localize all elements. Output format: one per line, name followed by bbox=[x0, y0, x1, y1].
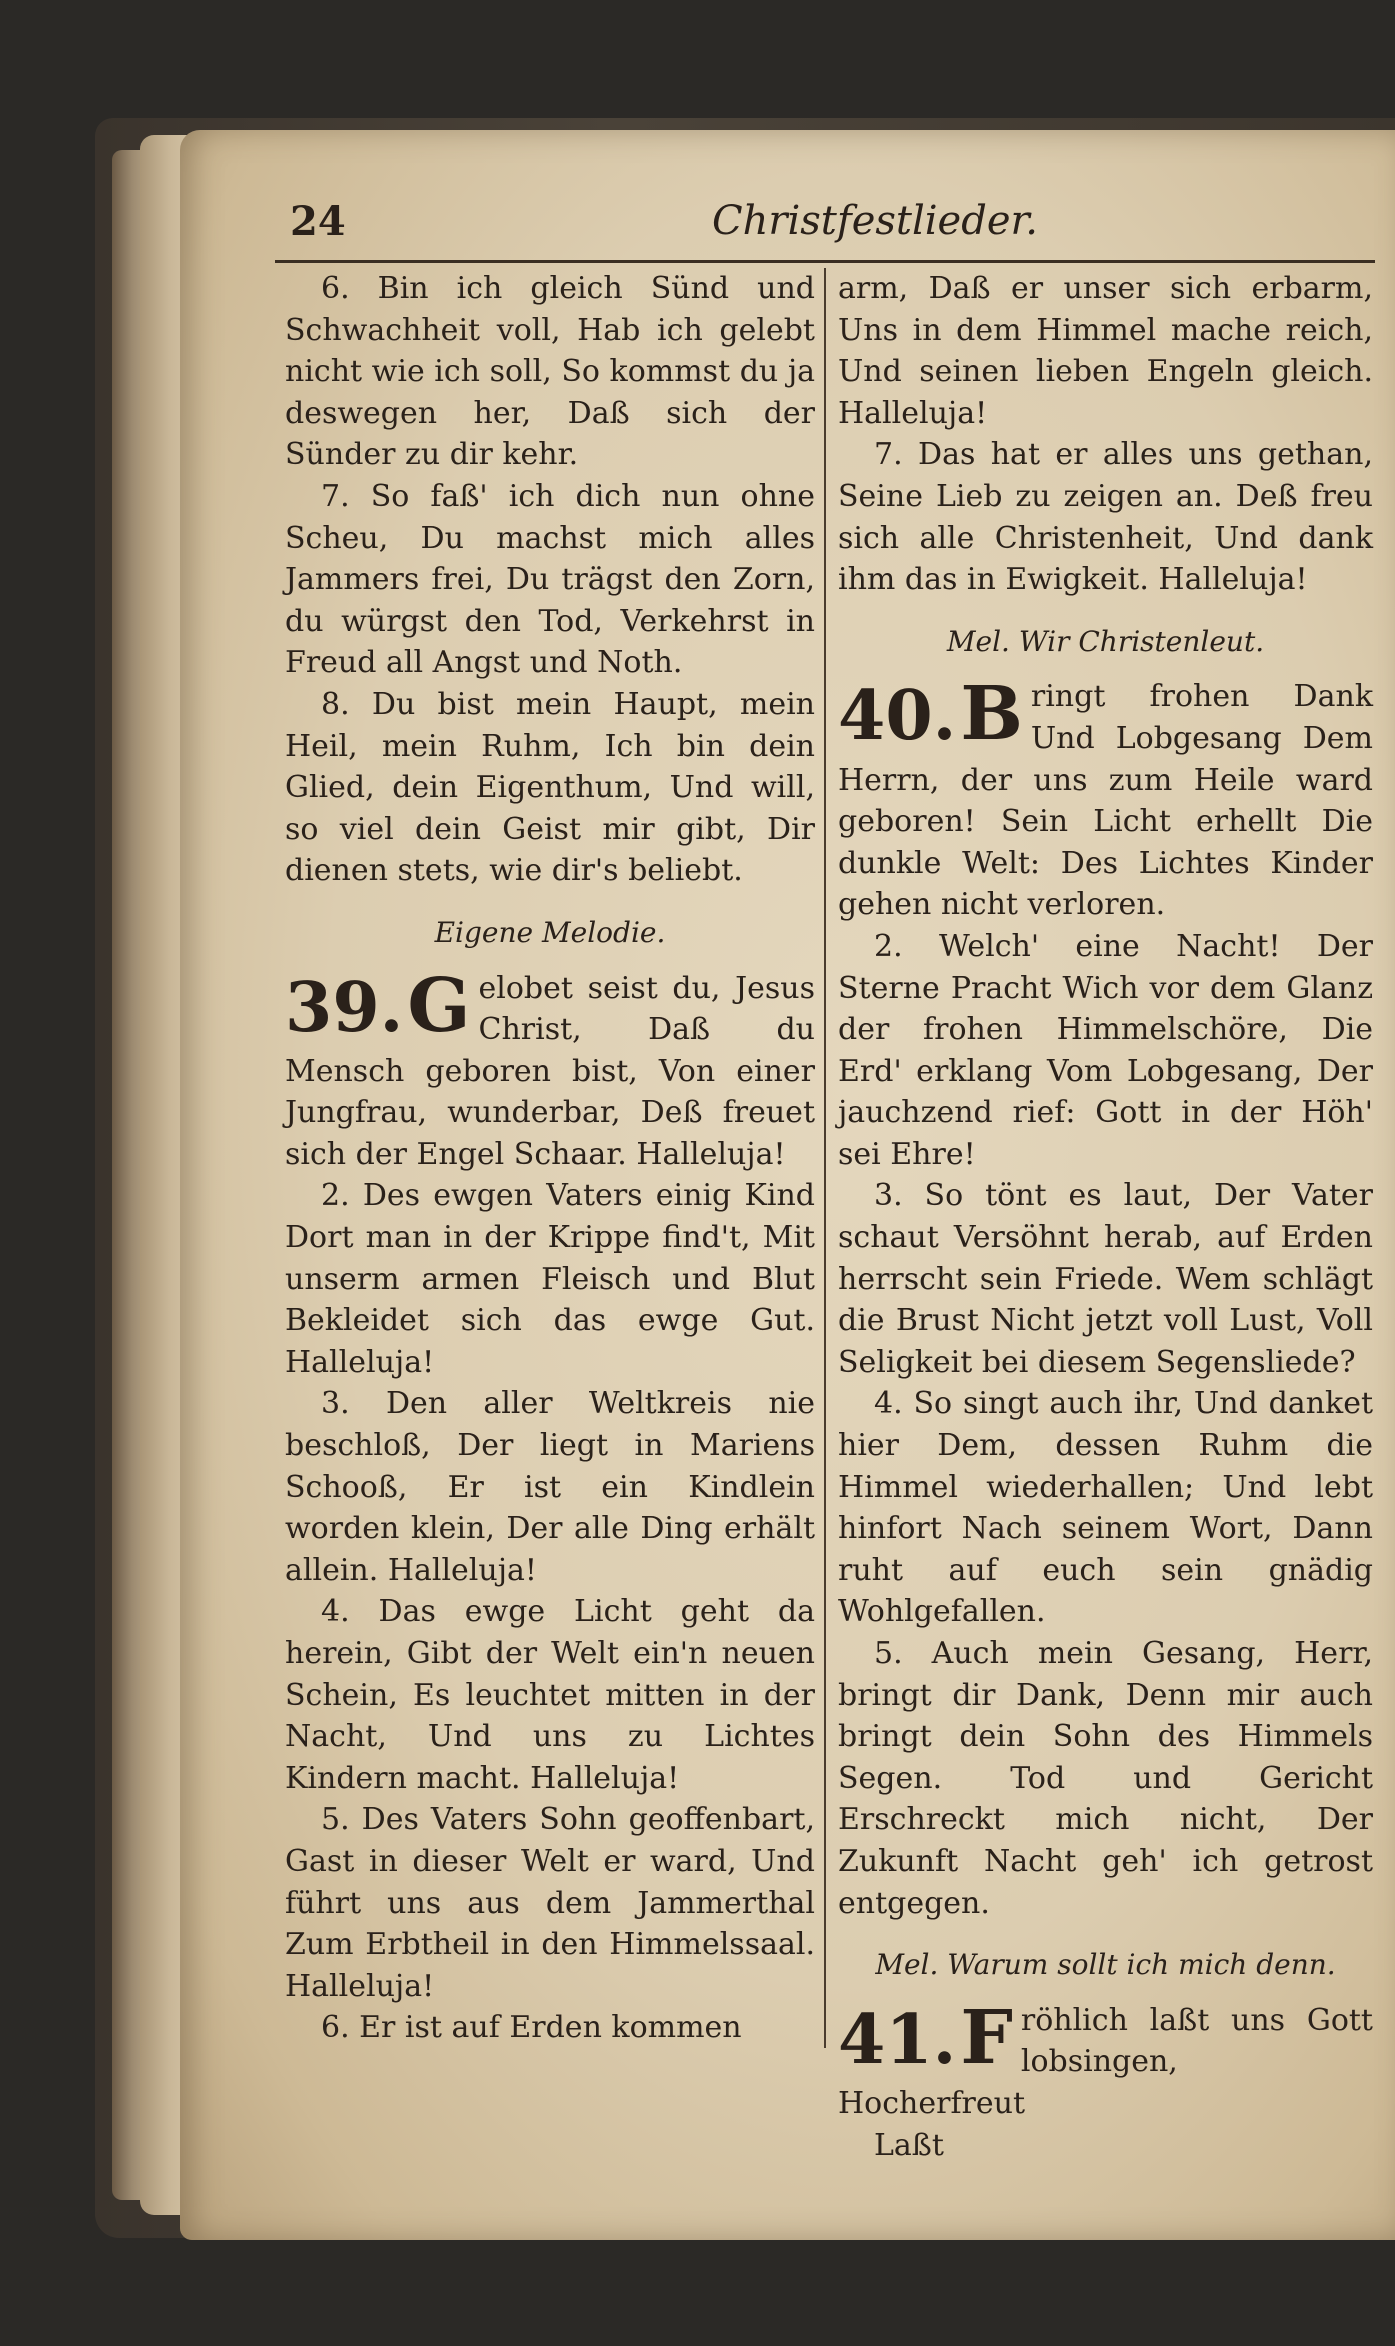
melody-note-41: Mel. Warum sollt ich mich denn. bbox=[875, 1948, 1336, 1982]
catchword: Laßt bbox=[874, 2127, 944, 2163]
melody-note-40: Mel. Wir Christenleut. bbox=[946, 624, 1265, 658]
hymn-40 bbox=[838, 671, 1373, 926]
hymn-number-39: 39.G bbox=[285, 962, 471, 1049]
running-title: Christfestlieder. bbox=[712, 198, 1038, 244]
hymn-41-text: röhlich laßt uns Gott lobsingen, Hocherfreut bbox=[838, 2002, 1373, 2121]
hymn-39-text: elobet seist du, Jesus Christ, Daß du Mensch geboren bist, Von einer Jungfrau, wunderbar, Deß freuet sich der Engel Schaar. Halleluja! bbox=[285, 970, 815, 1172]
verse-7: 7. So faß' ich dich nun ohne Scheu, Du machst mich alles Jammers frei, Du trägst den Zorn, du würgst den Tod, Verkehrst in Freud all Angst und Noth. bbox=[285, 478, 815, 681]
hymn-39-verse-5: 5. Des Vaters Sohn geoffenbart, Gast in dieser Welt er ward, Und führt uns aus dem Jammerthal Zum Erbtheil in den Himmelssaal. Halleluja! bbox=[285, 1802, 815, 2004]
page-header bbox=[0, 198, 1395, 258]
verse-6-continued: arm, Daß er unser sich erbarm, Uns in dem Himmel mache reich, Und seinen lieben Engeln gleich. Halleluja! bbox=[838, 271, 1373, 431]
drop-initial-39: G bbox=[407, 962, 471, 1049]
right-column bbox=[838, 268, 1373, 2166]
melody-note-39: Eigene Melodie. bbox=[434, 915, 666, 949]
hymn-40-verse-4: 4. So singt auch ihr, Und danket hier Dem, dessen Ruhm die Himmel wiederhallen; Und lebt hinfort Nach seinem Wort, Dann ruht auf euch sein gnädig Wohlgefallen. bbox=[838, 1386, 1373, 1630]
hymn-41 bbox=[838, 1994, 1373, 2125]
drop-initial-40: B bbox=[960, 671, 1023, 758]
hymn-40-verse-5: 5. Auch mein Gesang, Herr, bringt dir Dank, Denn mir auch bringt dein Sohn des Himmels Segen. Tod und Gericht Erschreckt mich nicht, Der Zukunft Nacht geh' ich getrost entgegen. bbox=[838, 1636, 1373, 1921]
hymn-40-text: ringt frohen Dank Und Lobgesang Dem Herrn, der uns zum Heile ward geboren! Sein Licht erhellt Die dunkle Welt: Des Lichtes Kinder gehen nicht verloren. bbox=[838, 679, 1373, 923]
hymn-39-verse-2: 2. Des ewgen Vaters einig Kind Dort man in der Krippe find't, Mit unserm armen Fleisch und Blut Bekleidet sich das ewge Gut. Halleluja! bbox=[285, 1178, 815, 1380]
hymn-39-verse-6: 6. Er ist auf Erden kommen bbox=[321, 2010, 742, 2046]
hymn-40-verse-2: 2. Welch' eine Nacht! Der Sterne Pracht Wich vor dem Glanz der frohen Himmelschöre, Die Erd' erklang Vom Lobgesang, Der jauchzend rief: Gott in der Höh' sei Ehre! bbox=[838, 928, 1373, 1172]
hymn-39-verse-7: 7. Das hat er alles uns gethan, Seine Lieb zu zeigen an. Deß freu sich alle Christenheit, Und dank ihm das in Ewigkeit. Halleluja! bbox=[838, 437, 1373, 598]
drop-initial-41: F bbox=[960, 1994, 1013, 2081]
verse-8: 8. Du bist mein Haupt, mein Heil, mein Ruhm, Ich bin dein Glied, dein Eigenthum, Und will, so viel dein Geist mir gibt, Dir dienen stets, wie dir's beliebt. bbox=[285, 686, 815, 889]
left-column bbox=[285, 268, 815, 2049]
page-number: 24 bbox=[290, 198, 346, 245]
hymn-39-verse-4: 4. Das ewge Licht geht da herein, Gibt der Welt ein'n neuen Schein, Es leuchtet mitten in der Nacht, Und uns zu Lichtes Kindern macht. Halleluja! bbox=[285, 1594, 815, 1796]
hymn-39-verse-3: 3. Den aller Weltkreis nie beschloß, Der liegt in Mariens Schooß, Er ist ein Kindlein worden klein, Der alle Ding erhält allein. Halleluja! bbox=[285, 1386, 815, 1588]
hymn-number-41: 41.F bbox=[838, 1994, 1013, 2081]
hymn-39 bbox=[285, 962, 815, 1176]
hymn-number-40: 40.B bbox=[838, 671, 1023, 758]
header-rule bbox=[275, 260, 1375, 263]
column-divider bbox=[824, 268, 826, 2048]
verse-6: 6. Bin ich gleich Sünd und Schwachheit voll, Hab ich gelebt nicht wie ich soll, So kommst du ja deswegen her, Daß sich der Sünder zu dir kehr. bbox=[285, 271, 815, 473]
hymn-40-verse-3: 3. So tönt es laut, Der Vater schaut Versöhnt herab, auf Erden herrscht sein Friede. Wem schlägt die Brust Nicht jetzt voll Lust, Voll Seligkeit bei diesem Segensliede? bbox=[838, 1178, 1373, 1380]
